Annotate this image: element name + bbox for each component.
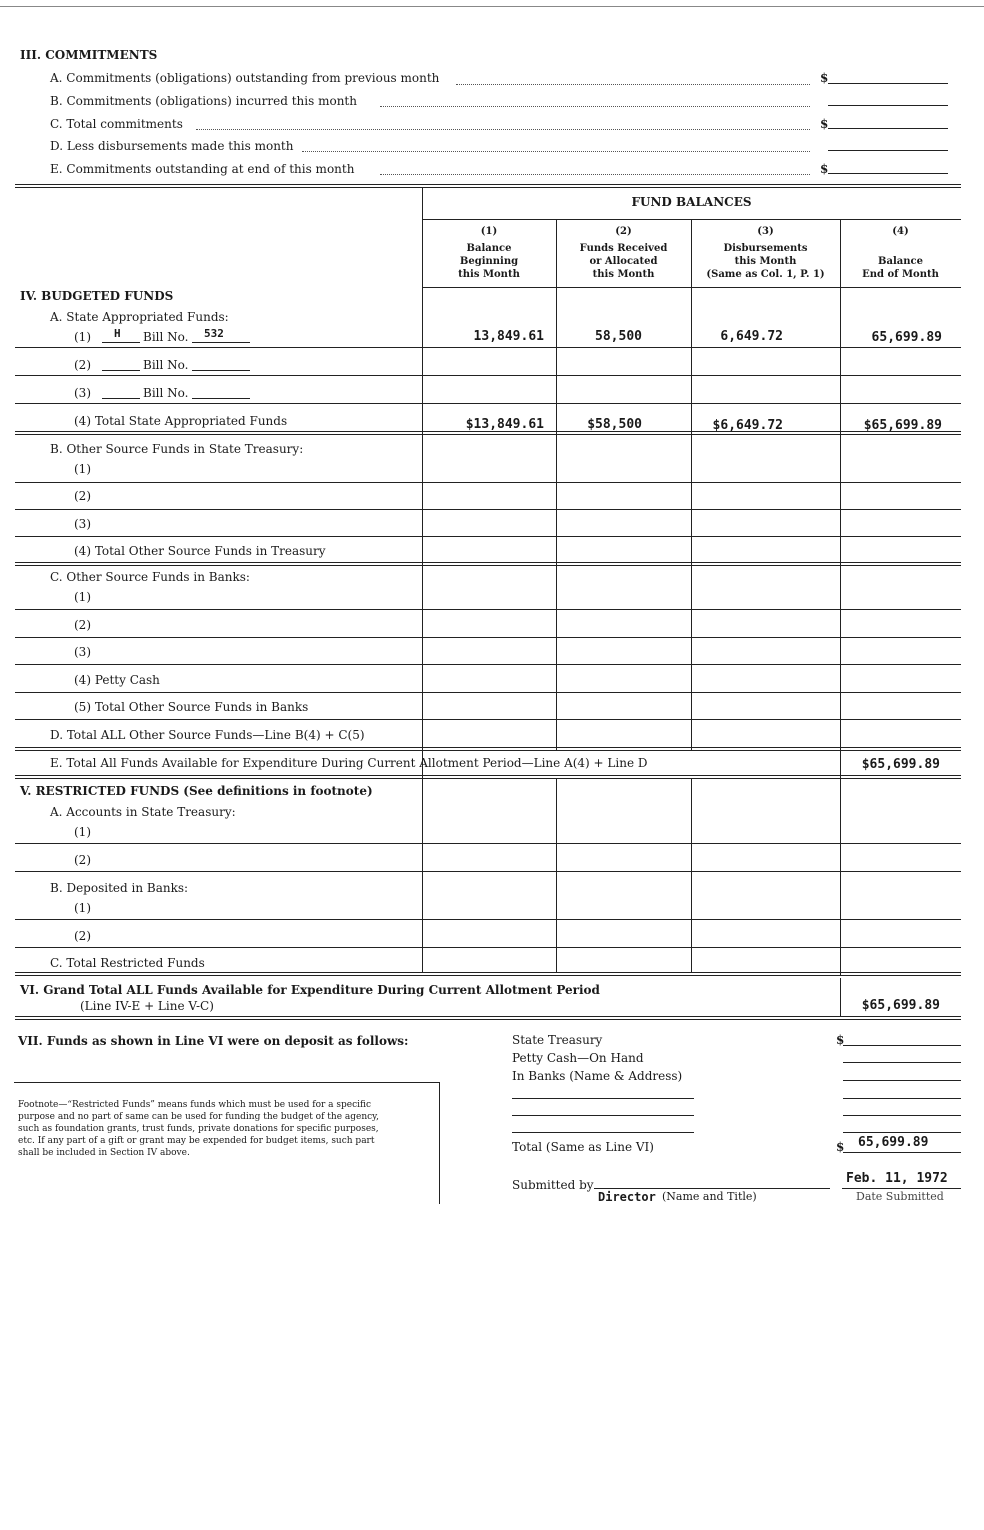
row-rule: [15, 1016, 961, 1017]
col-2-header: [556, 225, 691, 281]
col-number: (3): [757, 226, 774, 237]
footnote-text: [18, 1099, 438, 1159]
amount-blank[interactable]: [828, 83, 948, 84]
grand-total-formula: (Line IV-E + Line V-C): [80, 999, 214, 1013]
leader-dots: [302, 151, 810, 152]
row-label: (2): [74, 929, 91, 943]
bill-no-label: Bill No.: [143, 358, 189, 372]
footnote-line: etc. If any part of a gift or grant may be expended for budget items, such part: [18, 1136, 375, 1146]
total-col3-value: $6,649.72: [712, 418, 783, 433]
section-5-title-text: V. RESTRICTED FUNDS (See definitions in footnote): [20, 784, 373, 798]
director-title: Director: [598, 1190, 656, 1204]
deposit-total-label: Total (Same as Line VI): [512, 1140, 654, 1154]
row-label: (1): [74, 825, 91, 839]
state-treasury-label: State Treasury: [512, 1033, 603, 1047]
section-5-title: [20, 784, 373, 798]
row-label: (1): [74, 590, 91, 604]
total-available-label: E. Total All Funds Available for Expenditure During Current Allotment Period—Line A(4) + Line D: [50, 756, 648, 770]
col-label: (Same as Col. 1, P. 1): [706, 269, 825, 280]
row-rule: [15, 637, 961, 638]
row-rule: [15, 747, 961, 748]
fund-balances-title: FUND BALANCES: [631, 195, 752, 209]
col-number: (1): [480, 226, 498, 237]
bill-3-number: (3): [74, 386, 91, 400]
commitment-line-d: D. Less disbursements made this month: [50, 139, 294, 153]
bill-2-number: (2): [74, 358, 91, 372]
row-label: (2): [74, 853, 91, 867]
petty-cash-blank[interactable]: [843, 1062, 961, 1063]
deposit-total-value: 65,699.89: [858, 1135, 929, 1150]
total-col4-value: $65,699.89: [863, 418, 942, 433]
deposited-banks-title: B. Deposited in Banks:: [50, 881, 189, 895]
submitted-by-label: Submitted by: [512, 1178, 594, 1192]
col-divider: [422, 188, 423, 973]
row-rule: [15, 871, 961, 872]
row-rule: [15, 347, 961, 348]
row-rule: [15, 775, 961, 776]
date-submitted-value: Feb. 11, 1972: [846, 1171, 948, 1186]
other-source-treasury-title: B. Other Source Funds in State Treasury:: [50, 442, 304, 456]
petty-cash-label: (4) Petty Cash: [74, 673, 160, 687]
dollar-sign: $: [820, 117, 829, 131]
dollar-sign: $: [820, 162, 829, 176]
row-rule: [15, 562, 961, 563]
leader-dots: [196, 129, 810, 130]
header-bottom-rule: [422, 287, 961, 288]
page-top-edge: [0, 6, 984, 7]
col-divider: [556, 220, 557, 750]
row1-col4-value: 65,699.89: [871, 330, 942, 345]
petty-cash-hand-label: Petty Cash—On Hand: [512, 1051, 644, 1065]
row-rule: [15, 1019, 961, 1020]
row-rule: [15, 692, 961, 693]
row-rule: [15, 434, 961, 435]
signature-blank[interactable]: [594, 1188, 830, 1189]
footnote-line: shall be included in Section IV above.: [18, 1148, 190, 1158]
row-rule: [15, 947, 961, 948]
commitment-line-c: C. Total commitments: [50, 117, 183, 131]
commitment-line-b: B. Commitments (obligations) incurred this month: [50, 94, 357, 108]
bank-amount-blank[interactable]: [843, 1132, 961, 1133]
bank-amount-blank[interactable]: [843, 1098, 961, 1099]
double-rule-bottom: [15, 187, 961, 188]
section-7-title: VII. Funds as shown in Line VI were on deposit as follows:: [18, 1034, 409, 1048]
col-divider: [691, 778, 692, 973]
dollar-sign: $: [836, 1140, 845, 1154]
grand-total-value: $65,699.89: [861, 998, 940, 1013]
col-3-header: [691, 225, 840, 281]
name-title-label: (Name and Title): [662, 1190, 757, 1203]
total-other-treasury-label: (4) Total Other Source Funds in Treasury: [74, 544, 326, 558]
amount-blank[interactable]: [828, 105, 948, 106]
dollar-sign: $: [836, 1033, 845, 1047]
section-4-title: IV. BUDGETED FUNDS: [20, 289, 174, 303]
col-label: this Month: [592, 269, 655, 280]
col-4-header: [840, 225, 961, 281]
col-number: (4): [892, 226, 909, 237]
row-label: (2): [74, 618, 91, 632]
row-rule: [15, 536, 961, 537]
deposit-total-blank[interactable]: [843, 1152, 961, 1153]
col-number: (2): [615, 226, 632, 237]
col-label: Beginning: [459, 256, 519, 267]
row-rule: [15, 509, 961, 510]
commitment-line-a: A. Commitments (obligations) outstanding from previous month: [50, 71, 440, 85]
col-label: Funds Received: [579, 243, 668, 254]
bill-no-blank[interactable]: [192, 398, 250, 399]
house-blank[interactable]: [102, 370, 140, 371]
house-blank[interactable]: [102, 342, 140, 343]
state-treasury-blank[interactable]: [843, 1045, 961, 1046]
bill-no-blank[interactable]: [192, 342, 250, 343]
amount-blank[interactable]: [828, 150, 948, 151]
bill-1-number: (1): [74, 330, 91, 344]
state-appropriated-title: A. State Appropriated Funds:: [50, 310, 229, 324]
row-rule: [15, 565, 961, 566]
total-other-banks-label: (5) Total Other Source Funds in Banks: [74, 700, 309, 714]
col-1-header: [422, 225, 556, 281]
row-label: (3): [74, 645, 91, 659]
total-col1-value: $13,849.61: [465, 417, 544, 432]
row-label: (2): [74, 489, 91, 503]
col-label: or Allocated: [589, 256, 658, 267]
total-available-value: $65,699.89: [861, 757, 940, 772]
row-rule: [15, 403, 961, 404]
total-col2-value: $58,500: [587, 417, 642, 432]
header-rule: [422, 219, 961, 220]
total-state-appropriated-label: (4) Total State Appropriated Funds: [74, 414, 288, 428]
row-rule: [15, 778, 961, 779]
row-label: (1): [74, 901, 91, 915]
section-3-title: III. COMMITMENTS: [20, 48, 158, 62]
row1-col1-value: 13,849.61: [473, 329, 544, 344]
row-rule: [15, 919, 961, 920]
row-label: (1): [74, 462, 91, 476]
accounts-treasury-title: A. Accounts in State Treasury:: [50, 805, 236, 819]
leader-dots: [456, 84, 810, 85]
col-label: Balance: [878, 256, 923, 267]
in-banks-blank[interactable]: [843, 1080, 961, 1081]
bill-no-label: Bill No.: [143, 386, 189, 400]
house-blank[interactable]: [102, 398, 140, 399]
row-rule: [15, 975, 961, 976]
bank-amount-blank[interactable]: [843, 1115, 961, 1116]
col-label: this Month: [458, 269, 520, 280]
dollar-sign: $: [820, 71, 829, 85]
footnote-line: Footnote—“Restricted Funds” means funds which must be used for a specific: [18, 1100, 372, 1110]
row1-col2-value: 58,500: [595, 329, 642, 344]
in-banks-label: In Banks (Name & Address): [512, 1069, 683, 1083]
grand-total-label: VI. Grand Total ALL Funds Available for Expenditure During Current Allotment Period: [20, 983, 600, 997]
row-rule: [15, 719, 961, 720]
col-divider: [691, 220, 692, 750]
row-rule: [15, 972, 961, 973]
col-label: Balance: [466, 243, 512, 254]
col-label: End of Month: [862, 269, 939, 280]
bill-no-blank[interactable]: [192, 370, 250, 371]
total-restricted-label: C. Total Restricted Funds: [50, 956, 205, 970]
row-rule: [15, 482, 961, 483]
footnote-box: [14, 1082, 440, 1204]
row-rule: [15, 664, 961, 665]
commitment-line-e: E. Commitments outstanding at end of this month: [50, 162, 355, 176]
col-label: this Month: [734, 256, 797, 267]
house-value: H: [114, 327, 121, 340]
total-all-other-label: D. Total ALL Other Source Funds—Line B(4) + C(5): [50, 728, 365, 742]
leader-dots: [380, 174, 810, 175]
footnote-line: purpose and no part of same can be used for funding the budget of the agency,: [18, 1112, 379, 1122]
bank-name-blank[interactable]: [512, 1115, 694, 1116]
bank-name-blank[interactable]: [512, 1132, 694, 1133]
row-rule: [15, 750, 961, 751]
bank-name-blank[interactable]: [512, 1098, 694, 1099]
amount-blank[interactable]: [828, 128, 948, 129]
col-divider: [556, 778, 557, 973]
date-submitted-label: Date Submitted: [856, 1190, 944, 1203]
row1-col3-value: 6,649.72: [720, 329, 783, 344]
row-label: (3): [74, 517, 91, 531]
date-blank[interactable]: [842, 1188, 961, 1189]
bill-no-label: Bill No.: [143, 330, 189, 344]
row-rule: [15, 609, 961, 610]
other-source-banks-title: C. Other Source Funds in Banks:: [50, 570, 250, 584]
amount-blank[interactable]: [828, 173, 948, 174]
double-rule-top: [15, 184, 961, 185]
footnote-line: such as foundation grants, trust funds, private donations for specific purposes,: [18, 1124, 379, 1134]
bill-no-value: 532: [204, 327, 224, 340]
col-label: Disbursements: [723, 243, 808, 254]
row-rule: [15, 375, 961, 376]
row-rule: [15, 843, 961, 844]
leader-dots: [380, 106, 810, 107]
